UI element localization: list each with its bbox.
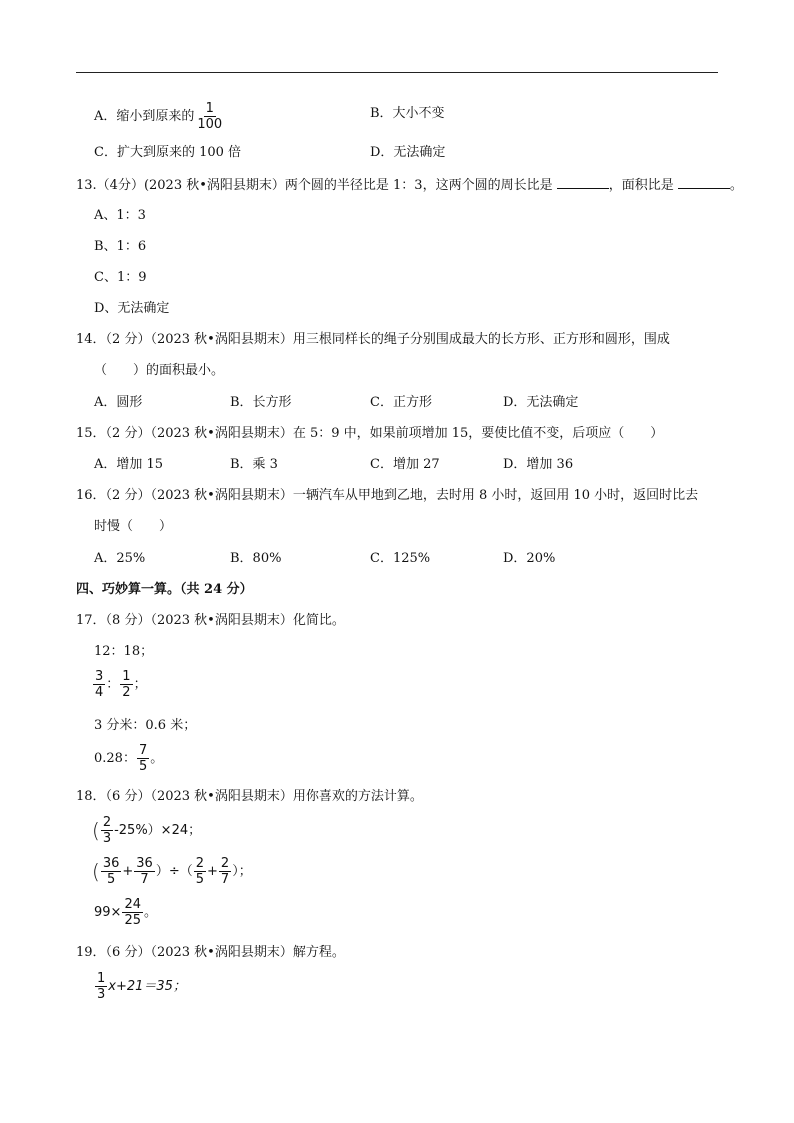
denominator: 5 [138, 759, 148, 774]
numerator: 1 [122, 669, 131, 684]
q17-item-4 [94, 744, 163, 773]
q12-option-d: D．无法确定 [370, 145, 446, 160]
fraction [137, 744, 149, 773]
q12-option-c: C．扩大到原来的 100 倍 [94, 145, 242, 160]
q12-option-a-text: A．缩小到原来的 [94, 109, 195, 124]
q14-stem-line1: 14．（2 分）（2023 秋•涡阳县期末）用三根同样长的绳子分别围成最大的长方形、正方形和圆形，围成 [76, 332, 670, 347]
q17-item-1: 12：18； [94, 644, 154, 659]
plus-sign: + [207, 864, 218, 879]
q13-option-c: C、1：9 [94, 270, 147, 285]
numerator: 24 [124, 897, 141, 912]
q15-option-d: D．增加 36 [503, 457, 574, 472]
denominator: 100 [197, 117, 223, 132]
q18-item-2 [92, 857, 252, 886]
q13-option-a: A、1：3 [94, 208, 146, 223]
section-title: 四、巧妙算一算。（共 24 分） [76, 582, 253, 597]
q13-option-d: D、无法确定 [94, 301, 170, 316]
q15-option-a: A．增加 15 [94, 457, 164, 472]
fraction [194, 857, 206, 886]
q18-item-3 [94, 898, 157, 927]
punctuation: ）； [232, 864, 252, 879]
equation-text: x+21＝35； [108, 979, 186, 994]
fraction [101, 816, 113, 845]
denominator: 4 [95, 685, 104, 700]
plus-sign: + [122, 864, 134, 879]
open-paren: ( [92, 818, 100, 843]
numerator: 2 [102, 815, 112, 830]
numerator: 7 [138, 743, 148, 758]
q14-option-d: D．无法确定 [503, 395, 579, 410]
fraction [95, 972, 107, 1001]
numerator: 36 [102, 856, 120, 871]
q19-item-1 [94, 972, 186, 1001]
numerator: 3 [95, 669, 104, 684]
q18-item-3-prefix: 99× [94, 905, 122, 920]
q19-stem: 19．（6 分）（2023 秋•涡阳县期末）解方程。 [76, 945, 345, 960]
q14-option-b: B．长方形 [230, 395, 292, 410]
fraction [120, 670, 132, 699]
denominator: 3 [102, 831, 112, 846]
q18-item-1-rest: -25%）×24； [114, 823, 202, 838]
answer-blank[interactable] [557, 176, 609, 189]
fraction [195, 102, 224, 131]
q14-option-a: A．圆形 [94, 395, 143, 410]
q17-stem: 17．（8 分）（2023 秋•涡阳县期末）化简比。 [76, 613, 345, 628]
q15-stem: 15．（2 分）（2023 秋•涡阳县期末）在 5：9 中，如果前项增加 15，要使比值不变，后项应（ ） [76, 426, 664, 441]
punctuation: 。 [150, 751, 164, 766]
q16-option-c: C．125% [370, 551, 431, 566]
numerator: 1 [205, 101, 214, 116]
fraction [134, 857, 155, 886]
denominator: 3 [97, 987, 106, 1002]
q13-stem-c: 。 [729, 178, 743, 193]
q14-option-c: C．正方形 [370, 395, 432, 410]
header-rule [76, 72, 718, 73]
q16-option-b: B．80% [230, 551, 282, 566]
divide-sign: ）÷（ [155, 864, 193, 879]
denominator: 7 [220, 872, 230, 887]
q18-stem: 18．（6 分）（2023 秋•涡阳县期末）用你喜欢的方法计算。 [76, 789, 423, 804]
q17-item-3: 3 分米：0.6 米； [94, 718, 197, 733]
q16-stem-line1: 16．（2 分）（2023 秋•涡阳县期末）一辆汽车从甲地到乙地，去时用 8 小时，返回用 10 小时，返回时比去 [76, 488, 699, 503]
numerator: 2 [220, 856, 230, 871]
answer-blank[interactable] [678, 176, 730, 189]
numerator: 36 [136, 856, 153, 871]
q18-item-1 [92, 816, 201, 845]
ratio-sign: ： [106, 677, 120, 692]
q16-option-a: A．25% [94, 551, 146, 566]
fraction [101, 857, 122, 886]
denominator: 25 [124, 913, 141, 928]
q12-option-a [94, 102, 225, 131]
q17-item-2 [92, 670, 147, 699]
q13-option-b: B、1：6 [94, 239, 147, 254]
denominator: 5 [106, 872, 116, 887]
q16-option-d: D．20% [503, 551, 556, 566]
q15-option-b: B．乘 3 [230, 457, 278, 472]
q17-item-4-prefix: 0.28： [94, 751, 136, 766]
fraction [122, 898, 143, 927]
denominator: 2 [122, 685, 131, 700]
q15-option-c: C．增加 27 [370, 457, 440, 472]
denominator: 7 [140, 872, 149, 887]
numerator: 2 [195, 856, 204, 871]
q13-stem-b: ，面积比是 [608, 178, 674, 193]
fraction [93, 670, 105, 699]
q12-option-b: B．大小不变 [370, 106, 445, 121]
fraction [219, 857, 231, 886]
numerator: 1 [97, 971, 106, 986]
q13-stem-a: 13.（4分）(2023 秋•涡阳县期末）两个圆的半径比是 1：3，这两个圆的周长比是 [76, 178, 553, 193]
q14-stem-line2: （ ）的面积最小。 [94, 363, 225, 378]
punctuation: ； [133, 677, 147, 692]
q16-stem-line2: 时慢（ ） [94, 519, 173, 534]
punctuation: 。 [143, 905, 157, 920]
q13-stem [76, 176, 743, 195]
denominator: 5 [195, 872, 204, 887]
open-paren: ( [92, 859, 100, 884]
